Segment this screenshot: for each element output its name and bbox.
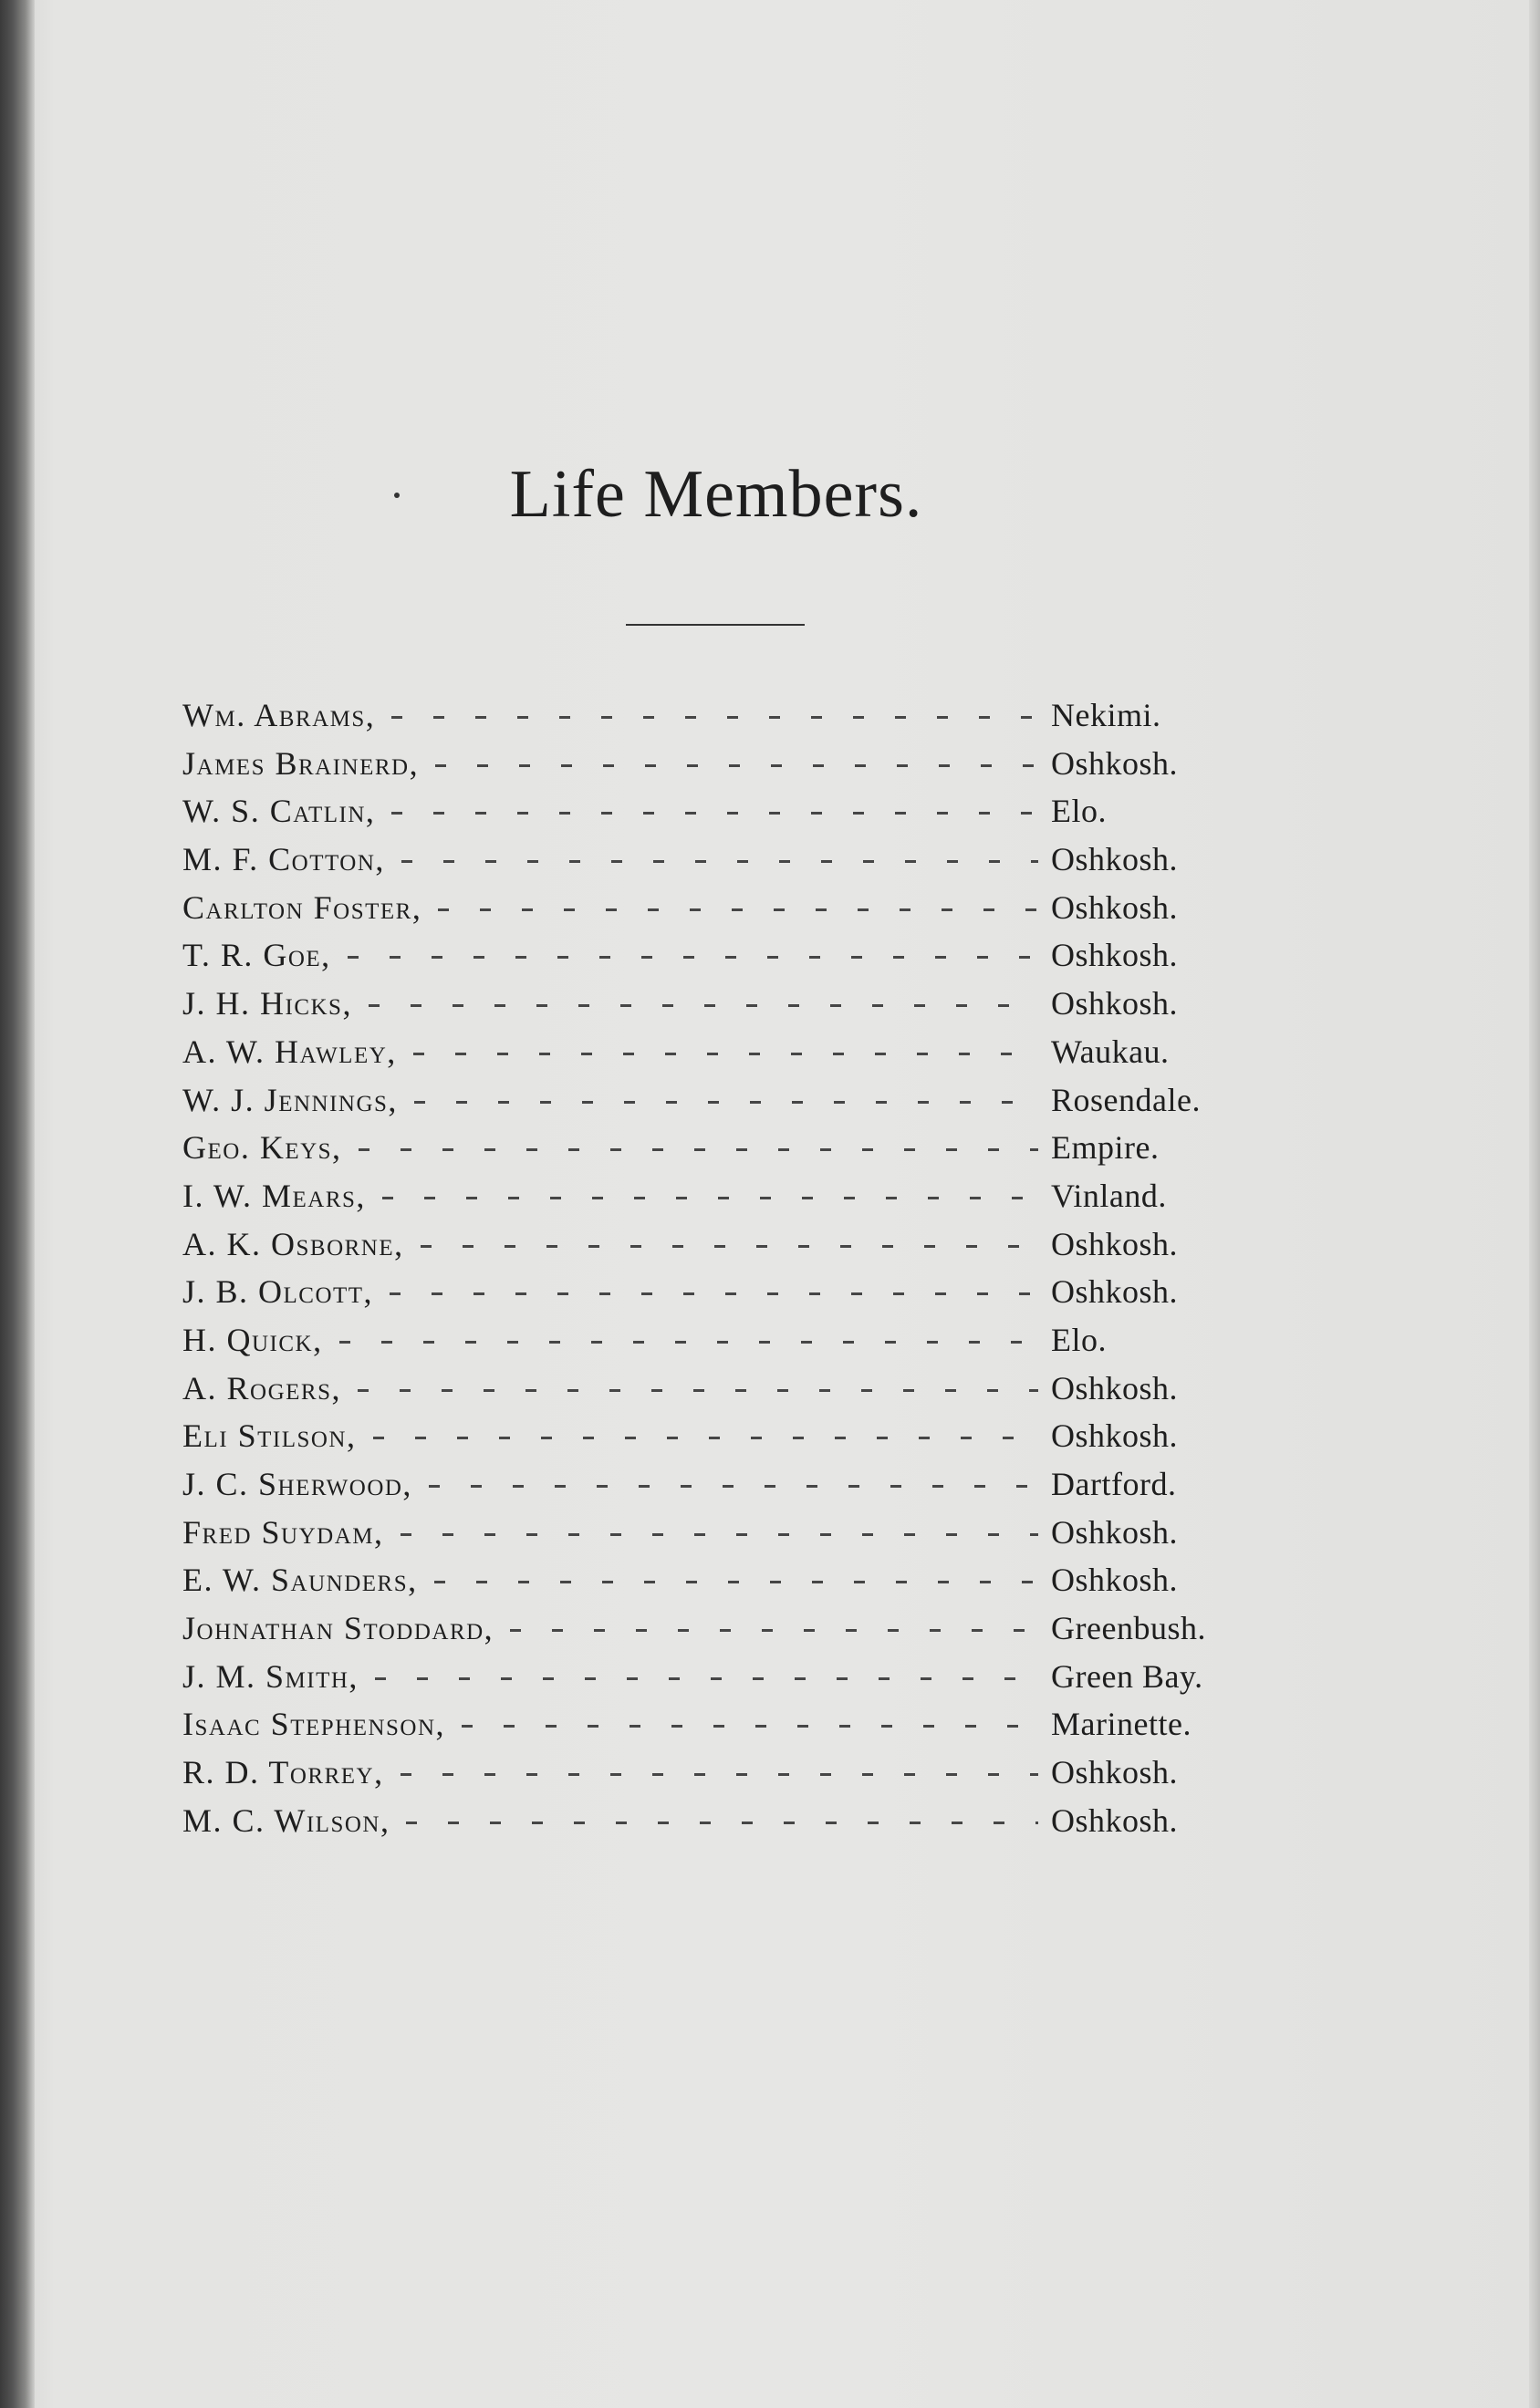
member-row xyxy=(182,1412,1259,1460)
member-name: I. W. Mears, xyxy=(182,1177,366,1214)
member-row xyxy=(182,1028,1259,1076)
dash-leaders xyxy=(438,884,1038,932)
dash-leaders xyxy=(413,1028,1038,1076)
member-row xyxy=(182,1797,1259,1845)
member-row xyxy=(182,1604,1259,1653)
member-row xyxy=(182,1556,1259,1604)
member-name: Isaac Stephenson, xyxy=(182,1706,446,1743)
member-name: Geo. Keys, xyxy=(182,1129,342,1167)
member-name: Johnathan Stoddard, xyxy=(182,1610,494,1647)
member-name: W. S. Catlin, xyxy=(182,793,376,830)
member-place: Vinland. xyxy=(1051,1177,1167,1214)
member-place: Oshkosh. xyxy=(1051,985,1179,1022)
dash-leaders xyxy=(382,1172,1038,1220)
member-row xyxy=(182,1460,1259,1509)
member-name: T. R. Goe, xyxy=(182,937,331,974)
member-place: Oshkosh. xyxy=(1051,1273,1179,1311)
member-place: Green Bay. xyxy=(1051,1657,1203,1695)
member-name: J. B. Olcott, xyxy=(182,1273,374,1311)
member-row xyxy=(182,1076,1259,1125)
dash-leaders xyxy=(401,1749,1038,1797)
member-place: Waukau. xyxy=(1051,1033,1170,1070)
dash-leaders xyxy=(401,1509,1038,1557)
dash-leaders xyxy=(510,1604,1038,1653)
dash-leaders xyxy=(359,1124,1038,1172)
member-row xyxy=(182,1653,1259,1701)
member-row xyxy=(182,1700,1259,1749)
member-name: M. F. Cotton, xyxy=(182,841,385,878)
member-row xyxy=(182,1509,1259,1557)
member-place: Oshkosh. xyxy=(1051,1369,1179,1406)
member-place: Oshkosh. xyxy=(1051,1562,1179,1599)
member-place: Empire. xyxy=(1051,1129,1160,1167)
member-row xyxy=(182,1268,1259,1316)
dash-leaders xyxy=(358,1365,1038,1413)
member-name: J. M. Smith, xyxy=(182,1657,359,1695)
member-place: Rosendale. xyxy=(1051,1081,1201,1118)
member-place: Oshkosh. xyxy=(1051,1417,1179,1455)
book-spine xyxy=(0,0,35,2408)
member-row xyxy=(182,740,1259,788)
dash-leaders xyxy=(462,1700,1038,1749)
member-place: Oshkosh. xyxy=(1051,744,1179,782)
member-name: J. C. Sherwood, xyxy=(182,1466,412,1502)
member-place: Oshkosh. xyxy=(1051,1801,1179,1839)
page-edge xyxy=(1529,0,1540,2408)
member-name: J. H. Hicks, xyxy=(182,985,352,1022)
dash-leaders xyxy=(435,740,1038,788)
dash-leaders xyxy=(421,1220,1038,1269)
dash-leaders xyxy=(375,1653,1038,1701)
member-name: R. D. Torrey, xyxy=(182,1754,384,1791)
member-row xyxy=(182,980,1259,1028)
member-row xyxy=(182,1172,1259,1220)
dash-leaders xyxy=(391,787,1038,836)
member-place: Elo. xyxy=(1051,1321,1107,1358)
member-place: Elo. xyxy=(1051,793,1107,830)
member-place: Nekimi. xyxy=(1051,697,1161,733)
dash-leaders xyxy=(401,836,1038,884)
member-name: H. Quick, xyxy=(182,1321,323,1358)
member-list xyxy=(182,691,1259,1845)
member-row xyxy=(182,1220,1259,1269)
member-name: James Brainerd, xyxy=(182,744,420,782)
member-place: Oshkosh. xyxy=(1051,1225,1179,1262)
dash-leaders xyxy=(348,931,1038,980)
title-rule xyxy=(626,624,805,626)
member-place: Oshkosh. xyxy=(1051,1513,1179,1551)
member-row xyxy=(182,691,1259,740)
dash-leaders xyxy=(406,1797,1038,1845)
member-place: Oshkosh. xyxy=(1051,1754,1179,1791)
member-row xyxy=(182,1365,1259,1413)
member-place: Oshkosh. xyxy=(1051,937,1179,974)
member-row xyxy=(182,787,1259,836)
member-place: Oshkosh. xyxy=(1051,841,1179,878)
member-name: Carlton Foster, xyxy=(182,888,422,926)
member-place: Oshkosh. xyxy=(1051,888,1179,926)
member-name: E. W. Saunders, xyxy=(182,1562,418,1599)
page-title: Life Members. xyxy=(509,457,923,532)
member-row xyxy=(182,931,1259,980)
member-name: M. C. Wilson, xyxy=(182,1801,390,1839)
member-name: Wm. Abrams, xyxy=(182,697,376,733)
member-row xyxy=(182,884,1259,932)
dash-leaders xyxy=(434,1556,1038,1604)
member-row xyxy=(182,836,1259,884)
dash-leaders xyxy=(390,1268,1038,1316)
dash-leaders xyxy=(429,1460,1038,1509)
dash-leaders xyxy=(373,1412,1038,1460)
member-name: W. J. Jennings, xyxy=(182,1081,398,1118)
dash-leaders xyxy=(391,691,1038,740)
dash-leaders xyxy=(369,980,1038,1028)
member-place: Greenbush. xyxy=(1051,1610,1206,1647)
member-name: A. Rogers, xyxy=(182,1369,341,1406)
dash-leaders xyxy=(414,1076,1038,1125)
member-name: Eli Stilson, xyxy=(182,1417,357,1455)
member-name: A. K. Osborne, xyxy=(182,1225,404,1262)
member-place: Marinette. xyxy=(1051,1706,1191,1743)
member-place: Dartford. xyxy=(1051,1466,1177,1502)
member-row xyxy=(182,1749,1259,1797)
dash-leaders xyxy=(339,1316,1038,1365)
member-name: A. W. Hawley, xyxy=(182,1033,397,1070)
member-row xyxy=(182,1124,1259,1172)
member-name: Fred Suydam, xyxy=(182,1513,384,1551)
member-row xyxy=(182,1316,1259,1365)
